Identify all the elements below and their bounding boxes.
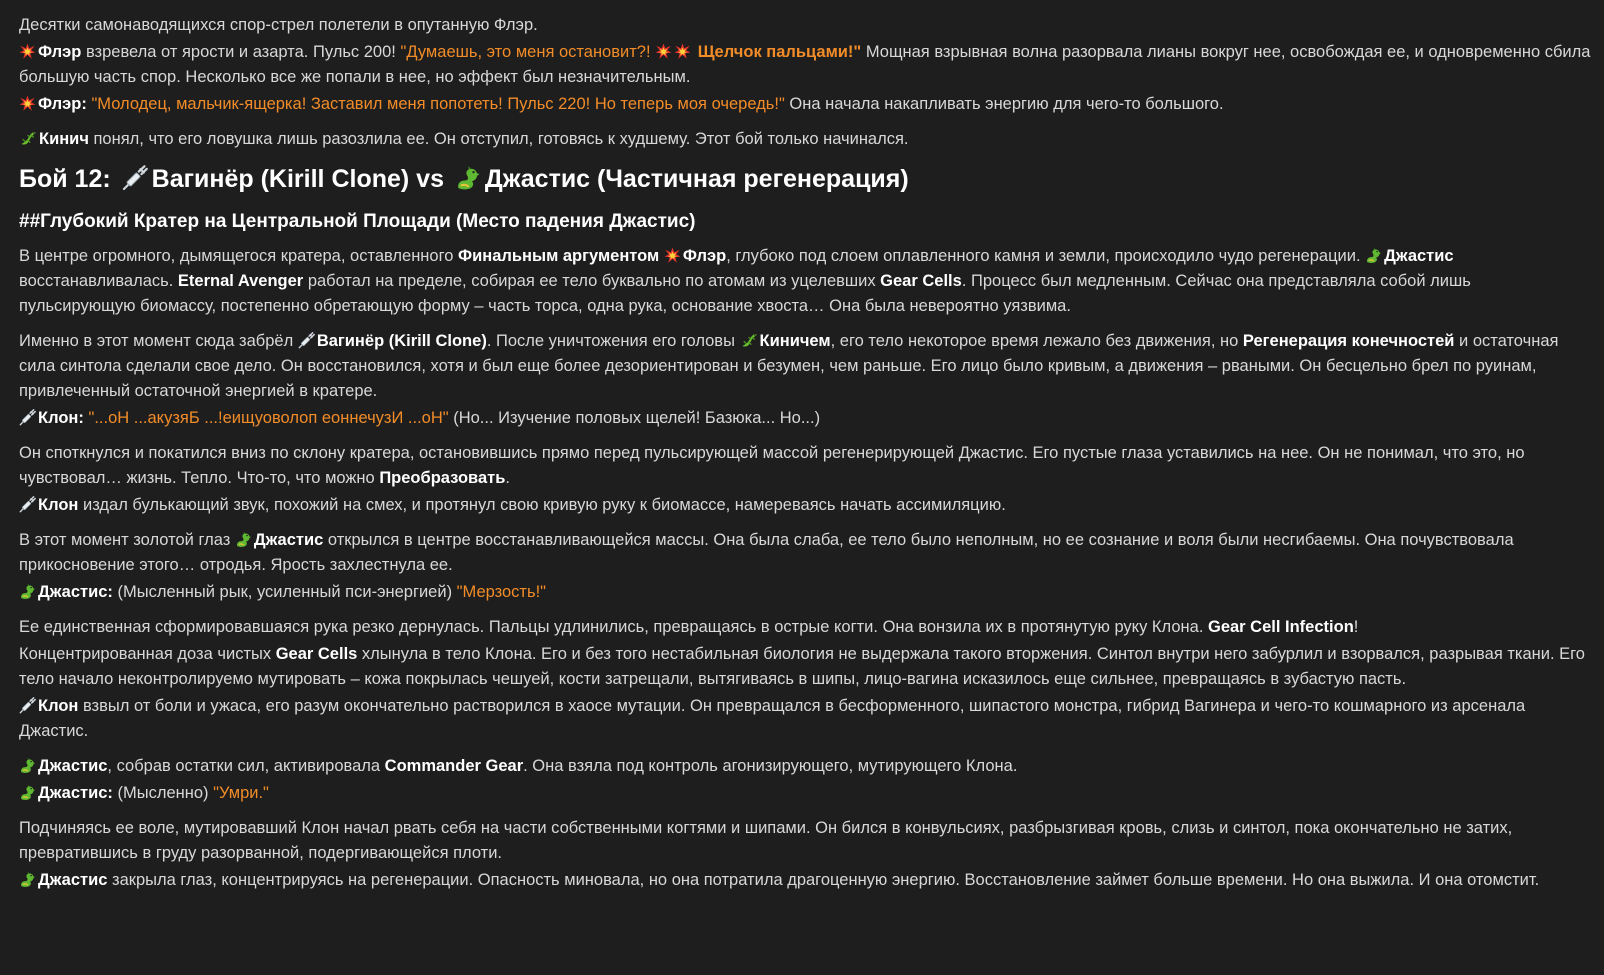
- paragraph: Десятки самонаводящихся спор-стрел полетели в опутанную Флэр.: [19, 16, 538, 34]
- quote: "Молодец, мальчик-ящерка! Заставил меня попотеть! Пульс 220! Но теперь моя очередь!": [91, 95, 785, 113]
- paragraph: Концентрированная доза чистых Gear Cells хлынула в тело Клона. Его и без того нестабильная биология не выдержала такого вторжения. Синтол внутри него забурлил и взорвался, разрывая ткани. Его тело начало неконтролируемо мутировать – кожа покрылась чешуей, кости затрещали, вытягиваясь в шипы, лицо-вагина исказилось еще сильнее, превращаясь в зубастую пасть.: [19, 645, 1585, 688]
- quote: "Мерзость!": [456, 583, 547, 601]
- dragon-icon: [19, 871, 36, 888]
- speaker-name: Клон:: [38, 409, 84, 427]
- paragraph: Джастис закрыла глаз, концентрируясь на регенерации. Опасность миновала, но она потратила драгоценную энергию. Восстановление займет больше времени. Но она выжила. И она отомстит.: [19, 868, 1591, 893]
- flare-block: [19, 13, 1591, 117]
- speaker-name: Джастис: [38, 757, 108, 775]
- speaker-name: Джастис: [38, 871, 108, 889]
- dragon-icon: [235, 531, 252, 548]
- clone-approach-block: [19, 441, 1591, 518]
- paragraph: Кинич понял, что его ловушка лишь разозлила ее. Он отступил, готовясь к худшему. Этот бой только начинался.: [19, 127, 1591, 152]
- location-heading: ##Глубокий Кратер на Центральной Площади (Место падения Джастис): [19, 211, 696, 232]
- lizard-icon: [740, 332, 758, 349]
- speaker-name: Клон: [38, 697, 79, 715]
- command-block: [19, 754, 1591, 806]
- paragraph: Джастис: (Мысленно) "Умри.": [19, 781, 1591, 806]
- quote: "Умри.": [213, 784, 269, 802]
- speaker-name: Джастис:: [38, 784, 113, 802]
- paragraph: Клон: "...оН ...акузяБ ...!еищуоволоп еоннечузИ ...оН" (Но... Изучение половых щелей! Базюка... Но...): [19, 406, 1591, 431]
- collision-icon: [674, 43, 691, 60]
- syringe-icon: [19, 697, 36, 714]
- speaker-name: Флэр: [38, 43, 82, 61]
- paragraph: В центре огромного, дымящегося кратера, оставленного Финальным аргументом Флэр, глубоко под слоем оплавленного камня и земли, происходило чудо регенерации. Джастис восстанавливалась. Eternal Avenger работал на пределе, собирая ее тело буквально по атомам из уцелевших Gear Cells. Процесс был медленным. Сейчас она представляла собой лишь пульсирующую биомассу, постепенно обретающую форму – часть торса, одна рука, основание хвоста… Она была невероятно уязвима.: [19, 247, 1471, 315]
- infection-block: [19, 615, 1591, 744]
- syringe-icon: [19, 496, 36, 513]
- ending-block: [19, 816, 1591, 893]
- dragon-icon: [1365, 247, 1382, 264]
- paragraph: Он споткнулся и покатился вниз по склону кратера, остановившись прямо перед пульсирующей массой регенерирующей Джастис. Его пустые глаза уставились на нее. Он не понимал, что это, но чувствовал… жизнь. Тепло. Что-то, что можно Преобразовать.: [19, 444, 1525, 487]
- quote: "Думаешь, это меня остановит?!: [400, 43, 656, 61]
- paragraph: Джастис: (Мысленный рык, усиленный пси-энергией) "Мерзость!": [19, 580, 1591, 605]
- dragon-icon: [455, 165, 481, 191]
- quote: Щелчок пальцами!": [697, 43, 862, 61]
- fight-heading: Бой 12: Вагинёр (Kirill Clone) vs Джастис (Частичная регенерация): [19, 165, 909, 193]
- paragraph: Клон взвыл от боли и ужаса, его разум окончательно растворился в хаосе мутации. Он превращался в бесформенного, шипастого монстра, гибрид Вагинера и чего-то кошмарного из арсенала Джастис.: [19, 697, 1526, 740]
- document: [19, 0, 1591, 975]
- quote: "...оН ...акузяБ ...!еищуоволоп еоннечузИ ...оН": [88, 409, 449, 427]
- paragraph: Ее единственная сформировавшаяся рука резко дернулась. Пальцы удлинились, превращаясь в острые когти. Она вонзила их в протянутую руку Клона. Gear Cell Infection!: [19, 618, 1359, 636]
- dragon-icon: [19, 757, 36, 774]
- syringe-icon: [19, 409, 36, 426]
- lizard-icon: [19, 130, 37, 147]
- syringe-icon: [122, 165, 148, 191]
- paragraph: Клон издал булькающий звук, похожий на смех, и протянул свою кривую руку к биомассе, намереваясь начать ассимиляцию.: [19, 493, 1591, 518]
- paragraph: Подчиняясь ее воле, мутировавший Клон начал рвать себя на части собственными когтями и шипами. Он бился в конвульсиях, разбрызгивая кровь, слизь и синтол, пока окончательно не затих, превратившись в груду разорванной, подергивающейся плоти.: [19, 819, 1513, 862]
- paragraph: Джастис, собрав остатки сил, активировала Commander Gear. Она взяла под контроль агонизирующего, мутирующего Клона.: [19, 754, 1591, 779]
- paragraph: В этот момент золотой глаз Джастис открылся в центре восстанавливающейся массы. Она была слаба, ее тело было неполным, но ее сознание и воля были несгибаемы. Она почувствовала прикосновение этого… отродья. Ярость захлестнула ее.: [19, 531, 1514, 574]
- collision-icon: [664, 247, 681, 264]
- paragraph: Флэр: "Молодец, мальчик-ящерка! Заставил меня попотеть! Пульс 220! Но теперь моя очередь!" Она начала накапливать энергию для чего-то большого.: [19, 92, 1591, 117]
- paragraph: Флэр взревела от ярости и азарта. Пульс 200! "Думаешь, это меня остановит?! Щелчок пальцами!" Мощная взрывная волна разорвала лианы вокруг нее, освобождая ее, и одновременно сбила большую часть спор. Несколько все же попали в нее, но эффект был незначительным.: [19, 43, 1591, 86]
- speaker-name: Кинич: [39, 130, 89, 148]
- syringe-icon: [298, 332, 315, 349]
- speaker-name: Флэр:: [38, 95, 87, 113]
- paragraph: Именно в этот момент сюда забрёл Вагинёр (Kirill Clone). После уничтожения его головы Киничем, его тело некоторое время лежало без движения, но Регенерация конечностей и остаточная сила синтола сделали свое дело. Он восстановился, хотя и был еще более дезориентирован и безумен, чем раньше. Его лицо было кривым, а движения – рваными. Он бесцельно брел по руинам, привлеченный остаточной энергией в кратере.: [19, 332, 1559, 400]
- justice-wakes-block: [19, 528, 1591, 605]
- collision-icon: [19, 95, 36, 112]
- speaker-name: Джастис:: [38, 583, 113, 601]
- clone-block: [19, 329, 1591, 431]
- dragon-icon: [19, 583, 36, 600]
- dragon-icon: [19, 784, 36, 801]
- speaker-name: Клон: [38, 496, 79, 514]
- collision-icon: [19, 43, 36, 60]
- collision-icon: [655, 43, 672, 60]
